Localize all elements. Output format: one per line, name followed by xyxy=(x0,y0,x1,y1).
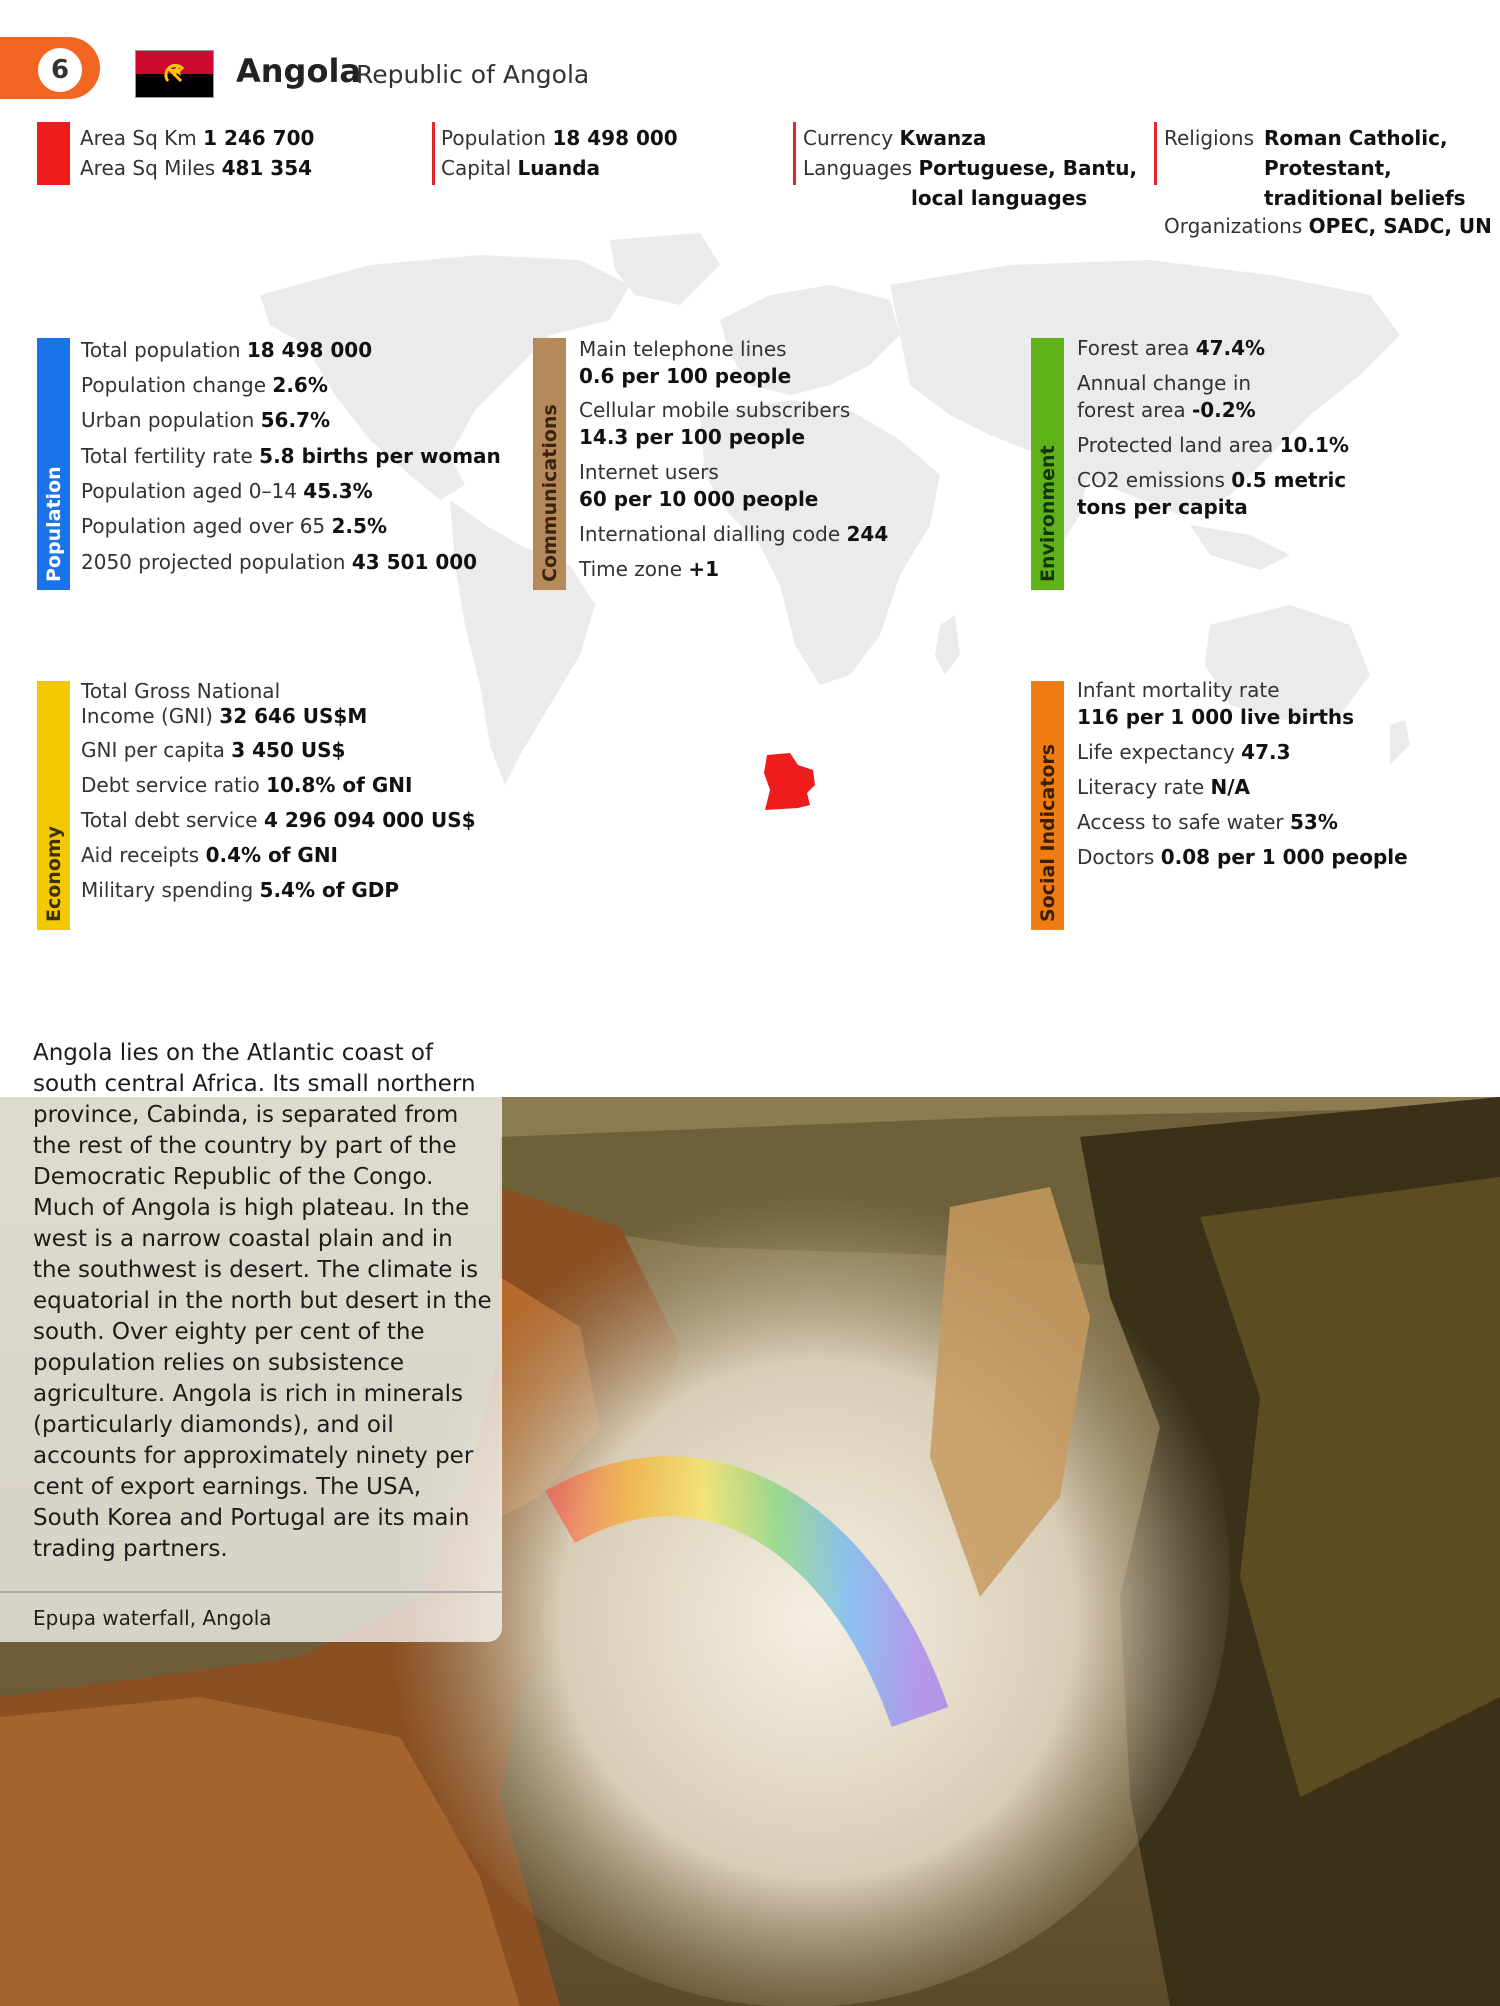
official-name: Republic of Angola xyxy=(356,60,590,89)
page-number: 6 xyxy=(34,44,86,96)
area-km-value: 1 246 700 xyxy=(203,126,315,150)
capital-line xyxy=(441,153,600,183)
environment-row xyxy=(1077,397,1256,423)
row-value: 14.3 per 100 people xyxy=(579,425,806,449)
environment-row xyxy=(1077,467,1346,493)
row-value: 2.6% xyxy=(272,373,328,397)
row-value: 53% xyxy=(1289,810,1338,834)
communications-row xyxy=(579,397,850,423)
religions-value-2: Protestant, xyxy=(1264,156,1392,180)
population-row xyxy=(81,407,330,433)
row-label: Income (GNI) xyxy=(81,704,213,728)
currency-value: Kwanza xyxy=(899,126,987,150)
row-value: 3 450 US$ xyxy=(231,738,346,762)
flag-emblem-icon xyxy=(162,61,188,87)
environment-panel-title: Environment xyxy=(1037,445,1059,582)
row-label: Annual change in xyxy=(1077,371,1252,395)
row-label: Internet users xyxy=(579,460,719,484)
row-label: forest area xyxy=(1077,398,1186,422)
population-row xyxy=(81,337,372,363)
row-label: Life expectancy xyxy=(1077,740,1235,764)
social-panel-title: Social Indicators xyxy=(1037,743,1059,922)
row-value: 47.3 xyxy=(1241,740,1291,764)
communications-row-value xyxy=(579,363,791,389)
languages-line-2 xyxy=(911,183,1087,213)
currency-line xyxy=(803,123,986,153)
country-description: Angola lies on the Atlantic coast of south central Africa. Its small northern province, Cabinda, is separated from the rest of the country by part of the Democratic Republic of the Congo. Much of Angola is high plateau. In the west is a narrow coastal plain and in the southwest is desert. The climate is equatorial in the north but desert in the south. Over eighty per cent of the population relies on subsistence agriculture. Angola is rich in minerals (particularly diamonds), and oil accounts for approximately ninety per cent of export earnings. The USA, South Korea and Portugal are its main trading partners. xyxy=(33,1040,492,1562)
row-value: 0.4% of GNI xyxy=(205,843,338,867)
social-row xyxy=(1077,739,1291,765)
row-value: 10.1% xyxy=(1279,433,1349,457)
religions-values-3 xyxy=(1264,183,1466,213)
environment-row xyxy=(1077,432,1349,458)
angola-flag-icon xyxy=(135,50,214,98)
row-label: Total debt service xyxy=(81,808,258,832)
religions-values-2 xyxy=(1264,153,1392,183)
row-label: Forest area xyxy=(1077,336,1190,360)
area-miles-label: Area Sq Miles xyxy=(80,156,216,180)
communications-row-value xyxy=(579,424,805,450)
row-label: Doctors xyxy=(1077,845,1155,869)
economy-row xyxy=(81,807,476,833)
row-label: Total Gross National xyxy=(81,679,281,703)
country-name: Angola xyxy=(236,52,361,90)
social-row-value xyxy=(1077,704,1354,730)
row-value: 56.7% xyxy=(260,408,331,432)
religions-value-3: traditional beliefs xyxy=(1264,186,1466,210)
capital-label: Capital xyxy=(441,156,512,180)
organizations-label: Organizations xyxy=(1164,214,1303,238)
economy-row xyxy=(81,842,338,868)
population-row xyxy=(81,513,387,539)
row-label: CO2 emissions xyxy=(1077,468,1225,492)
languages-line xyxy=(803,153,1137,183)
row-label: Population aged over 65 xyxy=(81,514,326,538)
environment-row xyxy=(1077,370,1251,396)
communications-row xyxy=(579,459,719,485)
religions-value-1: Roman Catholic, xyxy=(1264,126,1448,150)
row-label: Access to safe water xyxy=(1077,810,1284,834)
population-row xyxy=(81,549,477,575)
row-label: Military spending xyxy=(81,878,254,902)
capital-value: Luanda xyxy=(517,156,601,180)
row-label: Cellular mobile subscribers xyxy=(579,398,851,422)
languages-value: Portuguese, Bantu, xyxy=(918,156,1138,180)
row-value: N/A xyxy=(1210,775,1251,799)
population-value: 18 498 000 xyxy=(552,126,678,150)
row-value: 60 per 10 000 people xyxy=(579,487,819,511)
area-miles-line xyxy=(80,153,312,183)
religions-line xyxy=(1164,123,1254,153)
environment-row xyxy=(1077,335,1265,361)
area-km-label: Area Sq Km xyxy=(80,126,197,150)
communications-row xyxy=(579,521,888,547)
row-label: Urban population xyxy=(81,408,255,432)
organizations-line xyxy=(1164,211,1492,241)
population-label: Population xyxy=(441,126,547,150)
row-value: 0.6 per 100 people xyxy=(579,364,792,388)
economy-row xyxy=(81,703,367,729)
row-label: Aid receipts xyxy=(81,843,200,867)
row-value: 2.5% xyxy=(331,514,387,538)
social-row xyxy=(1077,844,1408,870)
world-map xyxy=(250,225,1500,1005)
religions-label: Religions xyxy=(1164,126,1254,150)
organizations-value: OPEC, SADC, UN xyxy=(1308,214,1492,238)
communications-row xyxy=(579,336,787,362)
languages-value-2: local languages xyxy=(911,186,1088,210)
row-label: Protected land area xyxy=(1077,433,1274,457)
row-value: 0.5 metric xyxy=(1231,468,1347,492)
divider xyxy=(432,122,435,185)
population-row xyxy=(81,478,373,504)
row-value: -0.2% xyxy=(1191,398,1256,422)
row-value: 32 646 US$M xyxy=(219,704,368,728)
population-line xyxy=(441,123,678,153)
divider xyxy=(1154,122,1157,185)
row-label: Debt service ratio xyxy=(81,773,260,797)
angola-highlight xyxy=(764,753,815,810)
row-value: tons per capita xyxy=(1077,495,1248,519)
row-value: 18 498 000 xyxy=(246,338,373,362)
population-panel-title: Population xyxy=(43,466,65,582)
row-label: Literacy rate xyxy=(1077,775,1205,799)
divider xyxy=(793,122,796,185)
economy-row xyxy=(81,877,399,903)
religions-values xyxy=(1264,123,1448,153)
social-row xyxy=(1077,809,1338,835)
currency-label: Currency xyxy=(803,126,894,150)
social-row xyxy=(1077,774,1250,800)
row-label: Population aged 0–14 xyxy=(81,479,297,503)
economy-row xyxy=(81,772,412,798)
row-value: 4 296 094 000 US$ xyxy=(263,808,476,832)
row-label: Main telephone lines xyxy=(579,337,787,361)
row-value: 116 per 1 000 live births xyxy=(1077,705,1355,729)
row-label: GNI per capita xyxy=(81,738,225,762)
row-value: 45.3% xyxy=(303,479,373,503)
social-row xyxy=(1077,677,1280,703)
row-value: 10.8% of GNI xyxy=(266,773,413,797)
area-color-box xyxy=(37,122,70,185)
caption-divider xyxy=(0,1591,502,1593)
row-value: 0.08 per 1 000 people xyxy=(1160,845,1408,869)
economy-row xyxy=(81,678,280,704)
row-label: Infant mortality rate xyxy=(1077,678,1280,702)
row-label: Total fertility rate xyxy=(81,444,253,468)
economy-panel-title: Economy xyxy=(43,825,65,922)
population-row xyxy=(81,372,328,398)
area-miles-value: 481 354 xyxy=(221,156,313,180)
row-value: 5.8 births per woman xyxy=(259,444,501,468)
population-row xyxy=(81,443,501,469)
communications-row xyxy=(579,556,719,582)
communications-row-value xyxy=(579,486,818,512)
area-km-line xyxy=(80,123,314,153)
row-value: 47.4% xyxy=(1195,336,1266,360)
photo-caption: Epupa waterfall, Angola xyxy=(33,1606,272,1630)
row-value: 43 501 000 xyxy=(351,550,478,574)
row-value: +1 xyxy=(688,557,720,581)
row-label: International dialling code xyxy=(579,522,841,546)
row-value: 244 xyxy=(846,522,889,546)
languages-label: Languages xyxy=(803,156,913,180)
row-label: Population change xyxy=(81,373,267,397)
row-label: Time zone xyxy=(579,557,683,581)
communications-panel-title: Communications xyxy=(539,404,561,582)
row-label: Total population xyxy=(81,338,241,362)
environment-row-value xyxy=(1077,494,1248,520)
economy-row xyxy=(81,737,345,763)
row-label: 2050 projected population xyxy=(81,550,346,574)
row-value: 5.4% of GDP xyxy=(259,878,400,902)
